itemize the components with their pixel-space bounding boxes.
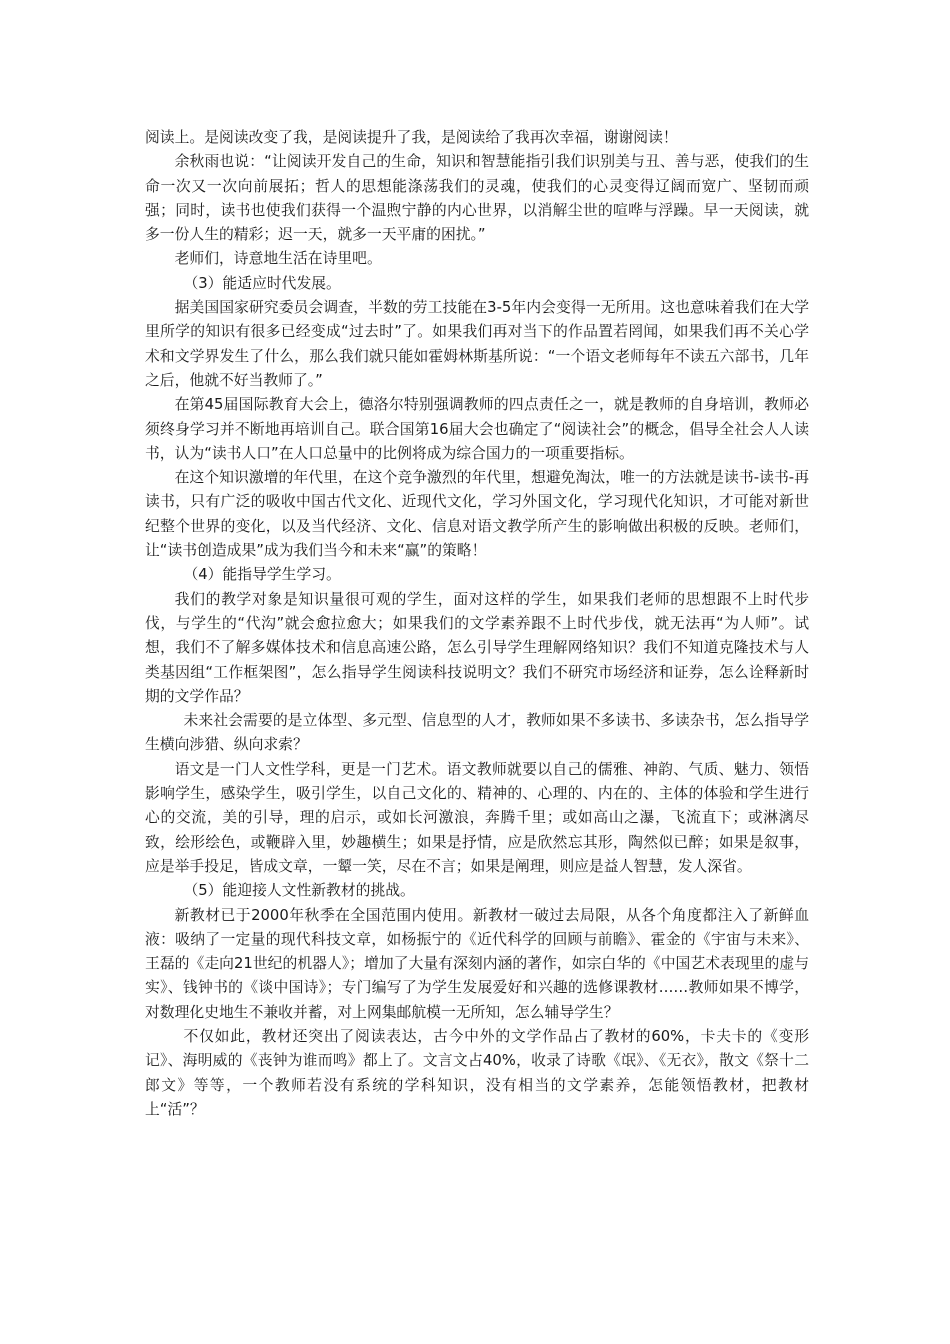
- document-page: [145, 126, 809, 1122]
- paragraph: 语文是一门人文性学科，更是一门艺术。语文教师就要以自己的儒雅、神韵、气质、魅力、领悟影响学生，感染学生，吸引学生，以自己文化的、精神的、心理的、内在的、主体的体验和学生进行心的交流，美的引导，理的启示，或如长河激浪，奔腾千里；或如高山之瀑，飞流直下；或淋漓尽致，绘形绘色，或鞭辟入里，妙趣横生；如果是抒情，应是欣然忘其形，陶然似已醉；如果是叙事，应是举手投足，皆成文章，一颦一笑，尽在不言；如果是阐理，则应是益人智慧，发人深省。: [145, 760, 809, 875]
- paragraph: 阅读上。是阅读改变了我，是阅读提升了我，是阅读给了我再次幸福，谢谢阅读！: [145, 129, 678, 146]
- paragraph: 不仅如此，教材还突出了阅读表达，古今中外的文学作品占了教材的60%，卡夫卡的《变形记》、海明威的《丧钟为谁而鸣》都上了。文言文占40%，收录了诗歌《氓》、《无衣》，散文《祭十二郎文》等等，一个教师若没有系统的学科知识，没有相当的文学素养，怎能领悟教材，把教材上“活”？: [145, 1027, 809, 1118]
- paragraph: 新教材已于2000年秋季在全国范围内使用。新教材一破过去局限，从各个角度都注入了新鲜血液：吸纳了一定量的现代科技文章，如杨振宁的《近代科学的回顾与前瞻》、霍金的《宇宙与未来》、王磊的《走向21世纪的机器人》；增加了大量有深刻内涵的著作，如宗白华的《中国艺术表现里的虚与实》、钱钟书的《谈中国诗》；专门编写了为学生发展爱好和兴趣的选修课教材……教师如果不博学，对数理化史地生不兼收并蓄，对上网集邮航模一无所知，怎么辅导学生？: [145, 906, 809, 1021]
- paragraph: 我们的教学对象是知识量很可观的学生，面对这样的学生，如果我们老师的思想跟不上时代步伐，与学生的“代沟”就会愈拉愈大；如果我们的文学素养跟不上时代步伐，就无法再“为人师”。试想，我们不了解多媒体技术和信息高速公路，怎么引导学生理解网络知识？我们不知道克隆技术与人类基因组“工作框架图”，怎么指导学生阅读科技说明文？我们不研究市场经济和证券，怎么诠释新时期的文学作品？: [145, 590, 809, 705]
- paragraph: 据美国国家研究委员会调查，半数的劳工技能在3-5年内会变得一无所用。这也意味着我们在大学里所学的知识有很多已经变成“过去时”了。如果我们再对当下的作品置若罔闻，如果我们再不关心学术和文学界发生了什么，那么我们就只能如霍姆林斯基所说：“一个语文老师每年不读五六部书，几年之后，他就不好当教师了。”: [145, 299, 809, 389]
- paragraph: 余秋雨也说：“让阅读开发自己的生命，知识和智慧能指引我们识别美与丑、善与恶，使我们的生命一次又一次向前展拓；哲人的思想能涤荡我们的灵魂，使我们的心灵变得辽阔而宽广、坚韧而顽强；同时，读书也使我们获得一个温煦宁静的内心世界，以消解尘世的喧哗与浮躁。早一天阅读，就多一份人生的精彩；迟一天，就多一天平庸的困扰。”: [145, 153, 809, 244]
- paragraph: 在第45届国际教育大会上，德洛尔特别强调教师的四点责任之一，就是教师的自身培训，教师必须终身学习并不断地再培训自己。联合国第16届大会也确定了“阅读社会”的概念，倡导全社会人人读书，认为“读书人口”在人口总量中的比例将成为综合国力的一项重要指标。: [145, 396, 809, 462]
- section-heading: （5）能迎接人文性新教材的挑战。: [183, 882, 415, 900]
- paragraph: 未来社会需要的是立体型、多元型、信息型的人才，教师如果不多读书、多读杂书，怎么指导学生横向涉猎、纵向求索？: [145, 712, 809, 754]
- section-heading: （4）能指导学生学习。: [183, 566, 341, 584]
- paragraph: 在这个知识激增的年代里，在这个竞争激烈的年代里，想避免淘汰，唯一的方法就是读书-读书-再读书，只有广泛的吸收中国古代文化、近现代文化，学习外国文化，学习现代化知识，才可能对新世纪整个世界的变化，以及当代经济、文化、信息对语文教学所产生的影响做出积极的反映。老师们，让“读书创造成果”成为我们当今和未来“赢”的策略！: [145, 469, 809, 560]
- paragraph: 老师们，诗意地生活在诗里吧。: [174, 250, 382, 268]
- section-heading: （3）能适应时代发展。: [183, 274, 341, 292]
